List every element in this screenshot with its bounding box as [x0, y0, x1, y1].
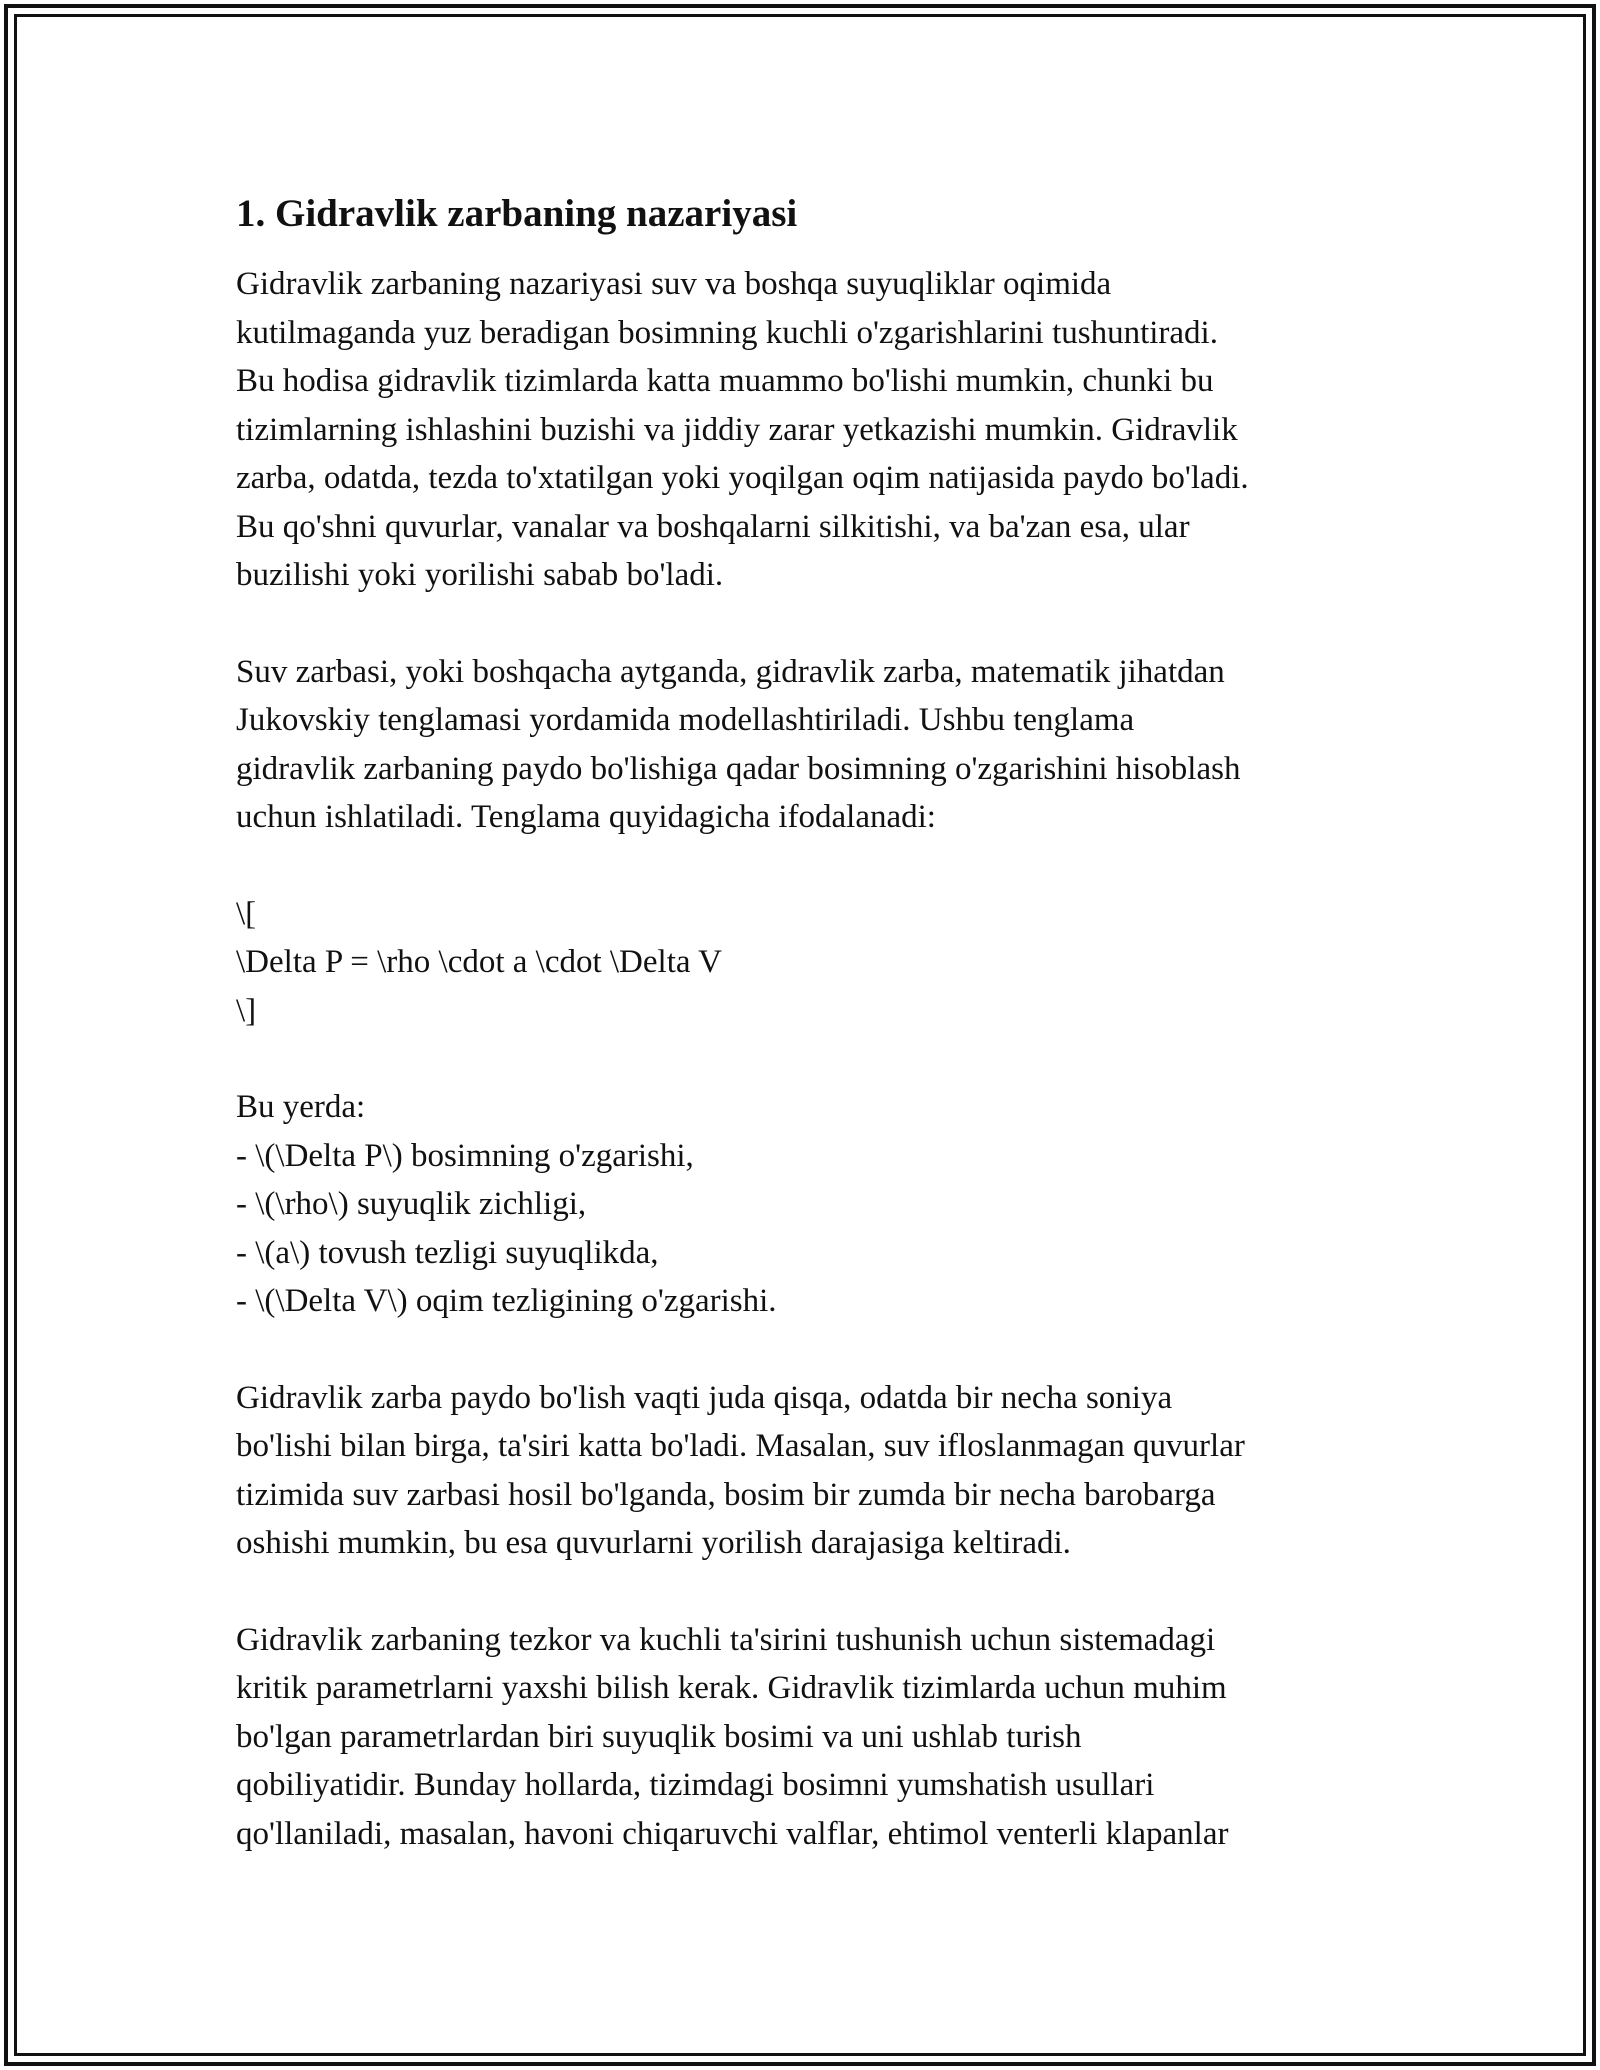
text-line: bo'lgan parametrlardan biri suyuqlik bosimi va uni ushlab turish [236, 1718, 1082, 1755]
paragraph-duration [236, 1374, 1376, 1568]
equation-line: \] [236, 992, 257, 1029]
text-line: qobiliyatidir. Bunday hollarda, tizimdagi bosimni yumshatish usullari [236, 1767, 1155, 1803]
text-line: oshishi mumkin, bu esa quvurlarni yorilish darajasiga keltiradi. [236, 1525, 1071, 1561]
text-line: Jukovskiy tenglamasi yordamida modellashtiriladi. Ushbu tenglama [236, 702, 1135, 738]
text-line: kritik parametrlarni yaxshi bilish kerak. Gidravlik tizimlarda uchun muhim [236, 1670, 1227, 1706]
section-heading: 1. Gidravlik zarbaning nazariyasi [236, 192, 798, 235]
text-line: gidravlik zarbaning paydo bo'lishiga qadar bosimning o'zgarishini hisoblash [236, 750, 1241, 787]
text-line: tizimlarning ishlashini buzishi va jiddiy zarar yetkazishi mumkin. Gidravlik [236, 411, 1238, 448]
text-line: Gidravlik zarbaning nazariyasi suv va boshqa suyuqliklar oqimida [236, 266, 1112, 302]
equation-block [236, 890, 1376, 1036]
paragraph-intro [236, 260, 1376, 600]
variable-definitions [236, 1083, 1376, 1326]
text-line: zarba, odatda, tezda to'xtatilgan yoki yoqilgan oqim natijasida paydo bo'ladi. [236, 460, 1249, 496]
text-line: buzilishi yoki yorilishi sabab bo'ladi. [236, 557, 724, 593]
equation-line: \Delta P = \rho \cdot a \cdot \Delta V [236, 944, 723, 980]
text-line: tizimida suv zarbasi hosil bo'lganda, bosim bir zumda bir necha barobarga [236, 1476, 1216, 1513]
paragraph-equation-intro [236, 648, 1376, 842]
list-item: - \(a\) tovush tezligi suyuqlikda, [236, 1234, 659, 1271]
text-line: Suv zarbasi, yoki boshqacha aytganda, gidravlik zarba, matematik jihatdan [236, 653, 1225, 690]
text-line: Gidravlik zarba paydo bo'lish vaqti juda qisqa, odatda bir necha soniya [236, 1379, 1173, 1416]
text-line: Bu hodisa gidravlik tizimlarda katta muammo bo'lishi mumkin, chunki bu [236, 363, 1214, 399]
text-line: uchun ishlatiladi. Tenglama quyidagicha ifodalanadi: [236, 799, 936, 835]
text-line: Bu qo'shni quvurlar, vanalar va boshqalarni silkitishi, va ba'zan esa, ular [236, 508, 1190, 545]
list-item: - \(\Delta P\) bosimning o'zgarishi, [236, 1137, 694, 1174]
text-line: Bu yerda: [236, 1089, 366, 1125]
text-line: qo'llaniladi, masalan, havoni chiqaruvchi valflar, ehtimol venterli klapanlar [236, 1815, 1229, 1852]
list-item: - \(\rho\) suyuqlik zichligi, [236, 1186, 587, 1222]
document-body [236, 186, 1376, 1906]
text-line: kutilmaganda yuz beradigan bosimning kuchli o'zgarishlarini tushuntiradi. [236, 314, 1218, 351]
text-line: bo'lishi bilan birga, ta'siri katta bo'ladi. Masalan, suv ifloslanmagan quvurlar [236, 1428, 1245, 1464]
equation-line: \[ [236, 895, 257, 932]
paragraph-parameters [236, 1616, 1376, 1859]
list-item: - \(\Delta V\) oqim tezligining o'zgarishi. [236, 1283, 777, 1319]
text-line: Gidravlik zarbaning tezkor va kuchli ta'sirini tushunish uchun sistemadagi [236, 1621, 1216, 1658]
